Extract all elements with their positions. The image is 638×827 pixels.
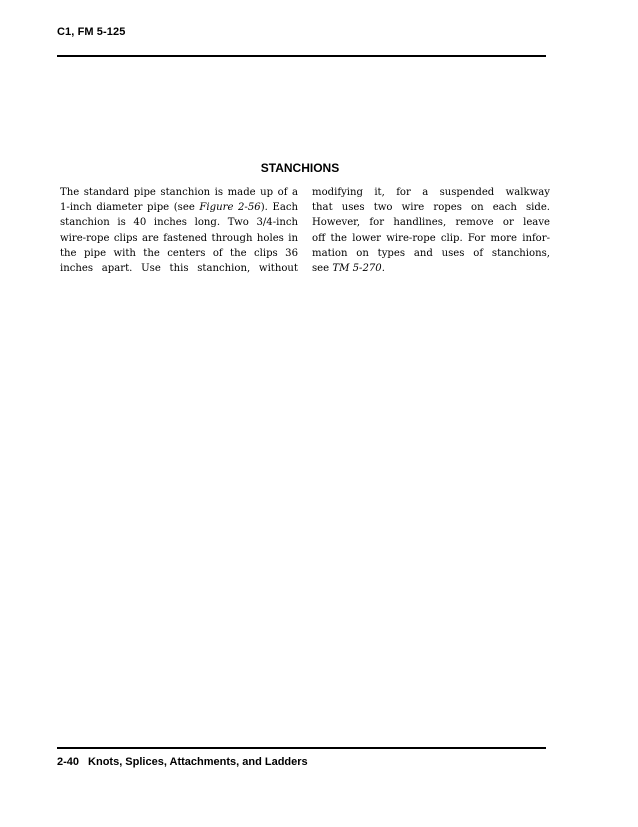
text-line: However, for handlines, remove or leave: [312, 217, 550, 229]
text-line: stanchion is 40 inches long. Two 3/4-inch: [60, 217, 298, 229]
text-line: mation on types and uses of stanchions,: [312, 247, 550, 259]
text-line: [312, 261, 550, 276]
figure-reference: Figure 2-56: [199, 202, 261, 214]
text-line: wire-rope clips are fastened through holes in: [60, 232, 298, 244]
text-fragment: see: [312, 263, 333, 275]
page-number: 2-40: [57, 756, 80, 768]
text-line: off the lower wire-rope clip. For more infor-: [312, 232, 550, 244]
section-title: STANCHIONS: [260, 161, 340, 175]
text-fragment: ). Each: [260, 202, 298, 214]
body-text-left-column: [60, 185, 298, 276]
body-text-right-column: [312, 185, 550, 276]
text-line: modifying it, for a suspended walkway: [312, 187, 550, 198]
text-line: the pipe with the centers of the clips 36: [60, 247, 298, 259]
text-line: The standard pipe stanchion is made up of a: [60, 187, 298, 198]
text-fragment: 1-inch diameter pipe (see: [60, 202, 200, 214]
text-fragment: .: [381, 263, 385, 275]
text-line: inches apart. Use this stanchion, without: [60, 263, 298, 275]
footer-rule: [57, 747, 546, 749]
text-line: that uses two wire ropes on each side.: [312, 202, 550, 214]
running-header: C1, FM 5-125: [57, 26, 126, 38]
tm-reference: TM 5-270: [332, 263, 382, 275]
running-footer: [57, 756, 308, 768]
chapter-title: Knots, Splices, Attachments, and Ladders: [88, 756, 308, 768]
text-line: [60, 200, 298, 215]
header-rule: [57, 55, 546, 57]
